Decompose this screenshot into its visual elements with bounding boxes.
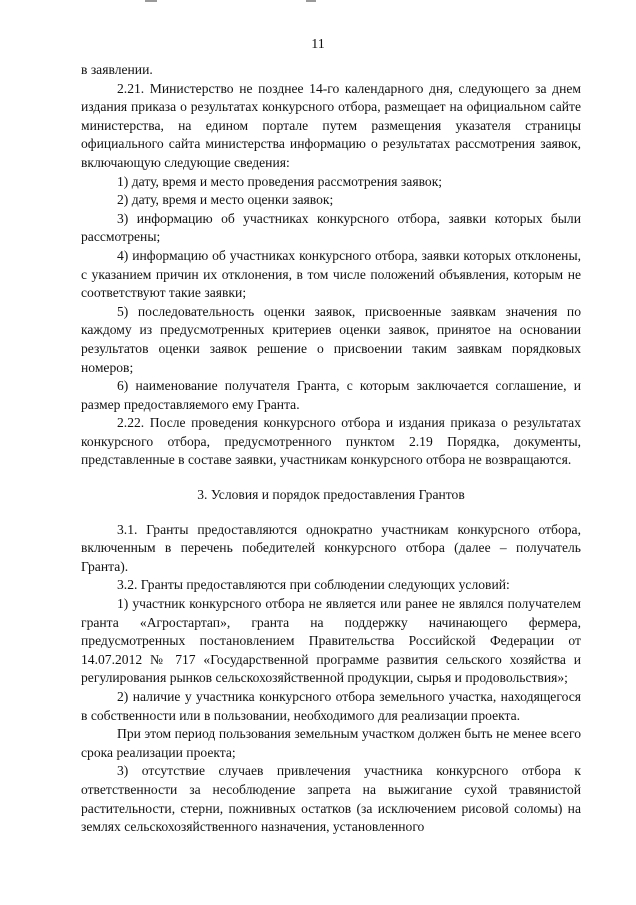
paragraph: При этом период пользования земельным участком должен быть не менее всего срока реализации проекта; bbox=[81, 726, 581, 760]
list-item: 4) информацию об участниках конкурсного отбора, заявки которых отклонены, с указанием причин их отклонения, в том числе положений объявления, которым не соответствуют такие заявки; bbox=[81, 247, 581, 301]
list-item: 2) наличие у участника конкурсного отбора земельного участка, находящегося в собственности или в пользовании, необходимого для реализации проекта. bbox=[81, 689, 581, 723]
paragraph: 3.1. Гранты предоставляются однократно участникам конкурсного отбора, включенным в перечень победителей конкурсного отбора (далее – получатель Гранта). bbox=[81, 521, 581, 574]
list-item: 6) наименование получателя Гранта, с которым заключается соглашение, и размер предоставляемого ему Гранта. bbox=[81, 378, 581, 412]
paragraph: 2.22. После проведения конкурсного отбора и издания приказа о результатах конкурсного отбора, предусмотренного пунктом 2.19 Порядка, документы, представленные в составе заявки, участникам конкурсного отбора не возвращаются. bbox=[81, 415, 581, 468]
scan-mark bbox=[145, 0, 157, 2]
scan-mark bbox=[306, 0, 316, 2]
page-number: 11 bbox=[311, 37, 325, 52]
document-body bbox=[81, 61, 581, 837]
paragraph: 2.21. Министерство не позднее 14-го календарного дня, следующего за днем издания приказа о результатах конкурсного отбора, размещает на официальном сайте министерства, на едином портале путем размещения указателя страницы официального сайта министерства информацию о результатах рассмотрения заявок, включающую следующие сведения: bbox=[81, 80, 581, 170]
section-heading: 3. Условия и порядок предоставления Грантов bbox=[197, 487, 465, 503]
paragraph: 3.2. Гранты предоставляются при соблюдении следующих условий: bbox=[117, 577, 510, 593]
list-item: 2) дату, время и место оценки заявок; bbox=[117, 192, 334, 208]
list-item: 3) информацию об участниках конкурсного отбора, заявки которых были рассмотрены; bbox=[81, 210, 581, 245]
list-item: 1) участник конкурсного отбора не является или ранее не являлся получателем гранта «Агростартап», гранта на поддержку начинающего фермера, предусмотренных постановлением Правительства Российской Федерации от 14.07.2012 № 717 «Государственной программе развития сельского хозяйства и регулирования рынков сельскохозяйственной продукции, сырья и продовольствия»; bbox=[81, 596, 581, 686]
list-item: 5) последовательность оценки заявок, присвоенные заявкам значения по каждому из предусмотренных критериев оценки заявок, принятое на основании результатов оценки заявок решение о присвоении таким заявкам порядковых номеров; bbox=[81, 303, 581, 375]
list-item: 3) отсутствие случаев привлечения участника конкурсного отбора к ответственности за несоблюдение запрета на выжигание сухой травянистой растительности, стерни, пожнивных остатков (за исключением рисовой соломы) на землях сельскохозяйственного назначения, установленного bbox=[81, 763, 581, 835]
paragraph: в заявлении. bbox=[81, 62, 153, 77]
list-item: 1) дату, время и место проведения рассмотрения заявок; bbox=[117, 173, 443, 189]
